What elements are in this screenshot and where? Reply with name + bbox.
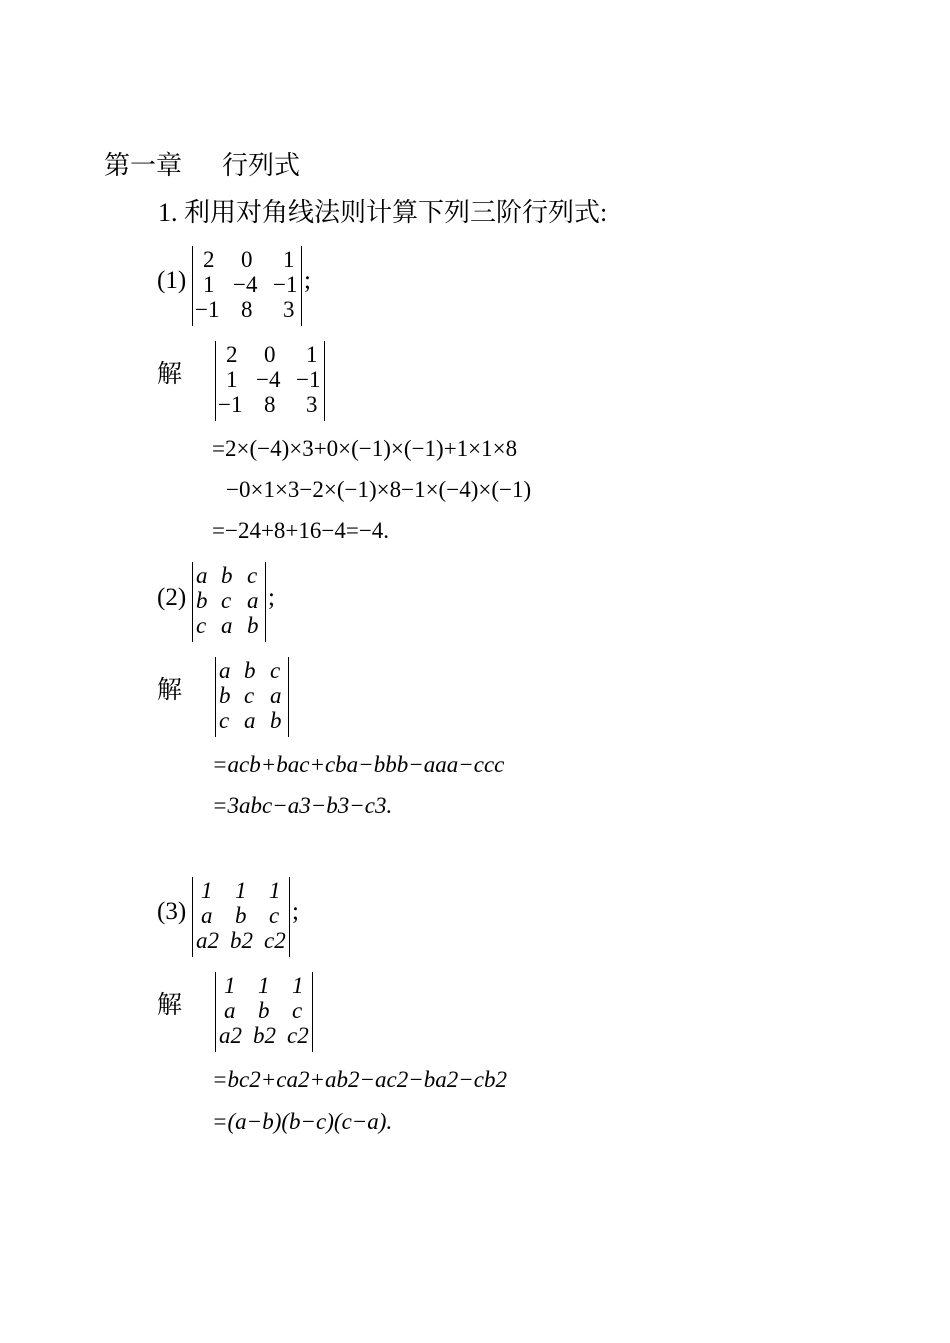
matrix-cell: 1 [226,367,238,392]
part-1-solution-label: 解 [157,361,183,388]
matrix-cell: 0 [241,247,253,272]
matrix-cell: a [270,683,282,708]
matrix-cell: b [244,658,256,683]
matrix-cell: a [247,588,259,613]
part-2-label: (2) [157,584,187,611]
matrix-cell: b [235,903,247,928]
matrix-cell: b [247,613,259,638]
matrix-cell: b [258,998,270,1023]
part-3-label: (3) [157,898,187,925]
matrix-cell: a [219,658,231,683]
chapter-label: 第一章 [104,151,183,180]
matrix-cell: a [244,708,256,733]
matrix-cell: −1 [273,272,298,297]
part-1-label: (1) [157,267,187,294]
matrix-cell: 2 [226,342,238,367]
matrix-cell: c2 [287,1023,309,1048]
matrix-cell: b [270,708,282,733]
matrix-cell: c [219,708,230,733]
matrix-cell: b [196,588,208,613]
part-1-step-3: =−24+8+16−4=−4. [212,518,390,543]
problem-number: 1. [158,198,178,227]
matrix-cell: a2 [196,928,219,953]
matrix-cell: c [292,998,303,1023]
matrix-cell: 8 [264,392,276,417]
part-3-solution-determinant [215,972,313,1052]
part-3-step-2: =(a−b)(b−c)(c−a). [212,1109,393,1134]
part-1-end: ; [304,267,311,294]
matrix-cell: −1 [296,367,321,392]
part-1-solution-determinant [215,341,325,421]
matrix-cell: 2 [203,247,215,272]
matrix-cell: −4 [256,367,281,392]
matrix-cell: b2 [253,1023,276,1048]
matrix-cell: a [221,613,233,638]
matrix-cell: c [221,588,232,613]
matrix-cell: 3 [306,392,318,417]
matrix-cell: a [196,563,208,588]
matrix-cell: a [201,903,213,928]
part-3-determinant [192,877,290,957]
chapter-heading [104,153,300,179]
matrix-cell: 1 [203,272,215,297]
part-1-step-1: =2×(−4)×3+0×(−1)×(−1)+1×1×8 [212,436,518,461]
matrix-cell: 1 [258,973,270,998]
part-2-solution-label: 解 [157,677,183,704]
matrix-cell: 1 [306,342,318,367]
matrix-cell: c2 [264,928,286,953]
part-3-step-1: =bc2+ca2+ab2−ac2−ba2−cb2 [212,1067,507,1092]
part-3-solution-label: 解 [157,992,183,1019]
matrix-cell: a2 [219,1023,242,1048]
part-2-step-2: =3abc−a3−b3−c3. [212,793,393,818]
matrix-cell: c [247,563,258,588]
matrix-cell: −1 [195,297,220,322]
matrix-cell: 3 [283,297,295,322]
part-1-step-2: −0×1×3−2×(−1)×8−1×(−4)×(−1) [226,477,532,502]
part-2-determinant [192,562,266,642]
matrix-cell: 1 [269,878,281,903]
matrix-cell: b [221,563,233,588]
matrix-cell: −1 [218,392,243,417]
part-2-step-1: =acb+bac+cba−bbb−aaa−ccc [212,752,505,777]
part-2-end: ; [268,584,275,611]
matrix-cell: c [196,613,207,638]
part-1-determinant [192,246,302,326]
part-2-solution-determinant [215,657,289,737]
matrix-cell: 0 [264,342,276,367]
chapter-title: 行列式 [222,151,301,180]
matrix-cell: c [269,903,280,928]
part-3-end: ; [292,898,299,925]
matrix-cell: 1 [201,878,213,903]
matrix-cell: 8 [241,297,253,322]
matrix-cell: 1 [292,973,304,998]
matrix-cell: c [270,658,281,683]
matrix-cell: c [244,683,255,708]
matrix-cell: b [219,683,231,708]
matrix-cell: 1 [283,247,295,272]
matrix-cell: 1 [235,878,247,903]
matrix-cell: 1 [224,973,236,998]
matrix-cell: −4 [233,272,258,297]
problem-statement [158,200,607,226]
matrix-cell: a [224,998,236,1023]
problem-text: 利用对角线法则计算下列三阶行列式: [184,198,608,227]
matrix-cell: b2 [230,928,253,953]
